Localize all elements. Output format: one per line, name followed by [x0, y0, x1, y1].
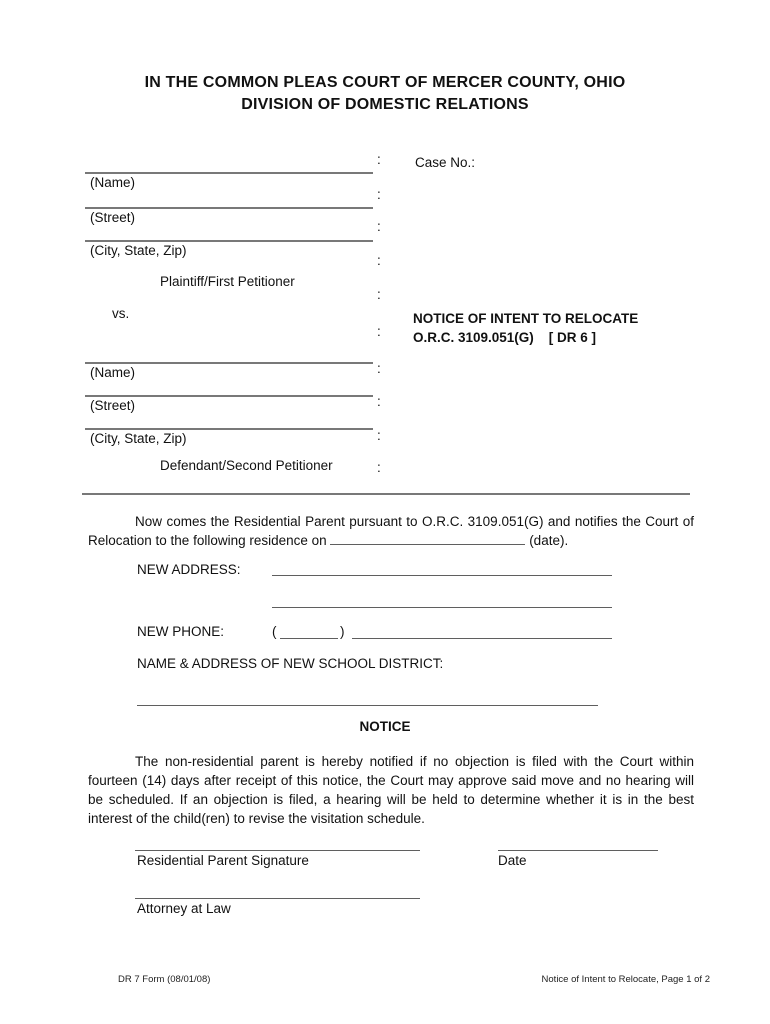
- school-district-label: NAME & ADDRESS OF NEW SCHOOL DISTRICT:: [137, 656, 444, 671]
- date-line[interactable]: [498, 850, 658, 851]
- defendant-city-line[interactable]: [85, 428, 373, 430]
- vs-label: vs.: [112, 306, 130, 321]
- residential-parent-signature-label: Residential Parent Signature: [137, 853, 309, 868]
- intro-text: Now comes the Residential Parent pursuant to O.R.C. 3109.051(G) and notifies the Court of Relocation to the following residence on: [88, 514, 694, 548]
- phone-close-paren: ): [340, 624, 345, 639]
- defendant-role-label: Defendant/Second Petitioner: [160, 458, 333, 473]
- colon-separator: :: [377, 287, 381, 302]
- new-address-label: NEW ADDRESS:: [137, 562, 241, 577]
- colon-separator: :: [377, 460, 381, 475]
- plaintiff-city-line[interactable]: [85, 240, 373, 242]
- defendant-street-line[interactable]: [85, 395, 373, 397]
- colon-separator: :: [377, 324, 381, 339]
- notice-paragraph: The non-residential parent is hereby notified if no objection is filed with the Court within fourteen (14) days after receipt of this notice, the Court may approve said move and no hearing will be scheduled. If an objection is filed, a hearing will be held to determine whether it is in the best interest of the child(ren) to revise the visitation schedule.: [88, 754, 694, 826]
- attorney-label: Attorney at Law: [137, 901, 231, 916]
- plaintiff-street-label: (Street): [90, 210, 136, 225]
- orc-code-label: O.R.C. 3109.051(G) [ DR 6 ]: [413, 330, 597, 345]
- intro-paragraph: [88, 512, 694, 550]
- residential-parent-signature-line[interactable]: [135, 850, 420, 851]
- school-district-blank[interactable]: [137, 705, 598, 706]
- colon-separator: :: [377, 394, 381, 409]
- new-phone-label: NEW PHONE:: [137, 624, 225, 639]
- court-title: IN THE COMMON PLEAS COURT OF MERCER COUNTY, OHIO: [144, 74, 626, 91]
- attorney-line[interactable]: [135, 898, 420, 899]
- date-label: Date: [498, 853, 527, 868]
- new-address-line-1[interactable]: [272, 575, 612, 576]
- relocation-date-blank[interactable]: [330, 533, 525, 545]
- division-title: DIVISION OF DOMESTIC RELATIONS: [241, 96, 529, 113]
- footer-form-number: DR 7 Form (08/01/08): [118, 974, 211, 985]
- colon-separator: :: [377, 152, 381, 167]
- notice-heading: NOTICE: [359, 719, 411, 734]
- plaintiff-name-label: (Name): [90, 175, 136, 190]
- phone-open-paren: (: [272, 624, 277, 639]
- plaintiff-city-label: (City, State, Zip): [90, 243, 187, 258]
- new-address-line-2[interactable]: [272, 607, 612, 608]
- colon-separator: :: [377, 361, 381, 376]
- colon-separator: :: [377, 219, 381, 234]
- caption-divider-line: [82, 493, 690, 495]
- defendant-name-line[interactable]: [85, 362, 373, 364]
- phone-number-blank[interactable]: [352, 638, 612, 639]
- intro-date-suffix: (date).: [529, 533, 569, 548]
- footer-page-info: Notice of Intent to Relocate, Page 1 of 2: [541, 974, 710, 985]
- plaintiff-role-label: Plaintiff/First Petitioner: [160, 274, 295, 289]
- defendant-street-label: (Street): [90, 398, 136, 413]
- plaintiff-street-line[interactable]: [85, 207, 373, 209]
- case-number-label: Case No.:: [415, 155, 476, 170]
- defendant-city-label: (City, State, Zip): [90, 431, 187, 446]
- phone-area-code-blank[interactable]: [280, 638, 338, 639]
- plaintiff-name-line[interactable]: [85, 172, 373, 174]
- colon-separator: :: [377, 428, 381, 443]
- colon-separator: :: [377, 253, 381, 268]
- colon-separator: :: [377, 187, 381, 202]
- notice-of-intent-title: NOTICE OF INTENT TO RELOCATE: [413, 311, 639, 326]
- defendant-name-label: (Name): [90, 365, 136, 380]
